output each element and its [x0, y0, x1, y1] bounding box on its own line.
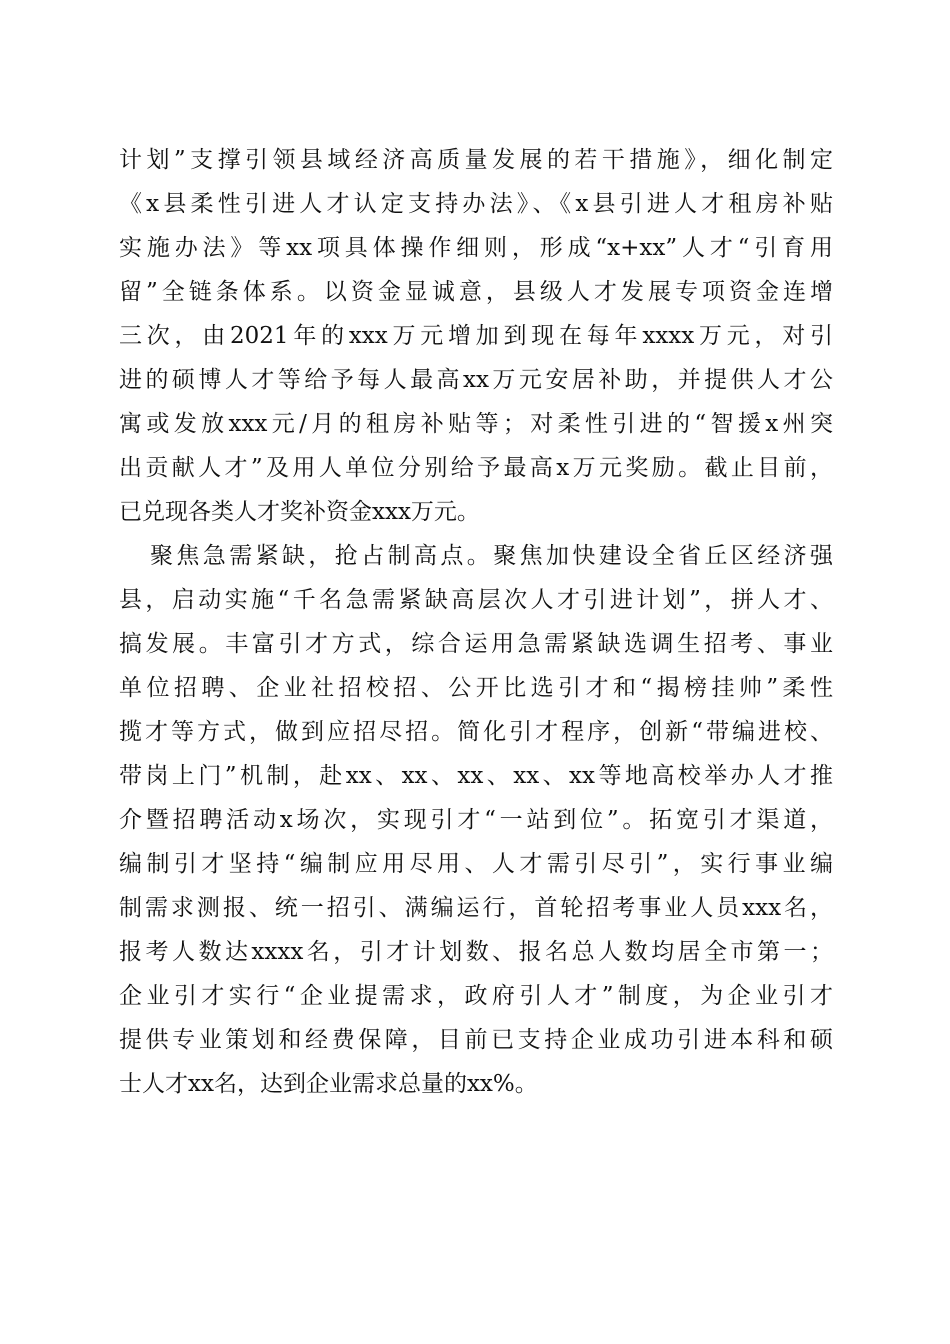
paragraph-urgent-needs — [119, 534, 833, 1106]
text-line: 县，启动实施“千名急需紧缺高层次人才引进计划”，拼人才、 — [119, 587, 833, 613]
text-line: 搞发展。丰富引才方式，综合运用急需紧缺选调生招考、事业 — [119, 631, 833, 657]
text-line: 实施办法》等xx项具体操作细则，形成“x+xx”人才“引育用 — [119, 235, 833, 261]
paragraph-talent-funding — [119, 138, 833, 534]
text-line: 士人才xx名，达到企业需求总量的xx%。 — [119, 1071, 538, 1097]
text-line: 已兑现各类人才奖补资金xxx万元。 — [119, 499, 480, 525]
text-line: 寓或发放xxx元/月的租房补贴等；对柔性引进的“智援x州突 — [119, 411, 833, 437]
text-line: 留”全链条体系。以资金显诚意，县级人才发展专项资金连增 — [119, 279, 833, 305]
text-line: 提供专业策划和经费保障，目前已支持企业成功引进本科和硕 — [119, 1027, 833, 1053]
text-line: 《x县柔性引进人才认定支持办法》、《x县引进人才租房补贴 — [119, 191, 833, 217]
text-line: 三次，由2021年的xxx万元增加到现在每年xxxx万元，对引 — [119, 323, 833, 349]
text-line: 带岗上门”机制，赴xx、xx、xx、xx、xx等地高校举办人才推 — [119, 763, 833, 789]
text-line: 编制引才坚持“编制应用尽用、人才需引尽引”，实行事业编 — [119, 851, 833, 877]
document-body — [119, 138, 833, 1106]
text-line: 聚焦急需紧缺，抢占制高点。聚焦加快建设全省丘区经济强 — [150, 543, 833, 569]
text-line: 计划”支撑引领县域经济高质量发展的若干措施》，细化制定 — [119, 147, 833, 173]
text-line: 揽才等方式，做到应招尽招。简化引才程序，创新“带编进校、 — [119, 719, 833, 745]
text-line: 报考人数达xxxx名，引才计划数、报名总人数均居全市第一； — [119, 939, 833, 965]
text-line: 制需求测报、统一招引、满编运行，首轮招考事业人员xxx名， — [119, 895, 833, 921]
text-line: 企业引才实行“企业提需求，政府引人才”制度，为企业引才 — [119, 983, 833, 1009]
text-line: 单位招聘、企业社招校招、公开比选引才和“揭榜挂帅”柔性 — [119, 675, 833, 701]
text-line: 出贡献人才”及用人单位分别给予最高x万元奖励。截止目前， — [119, 455, 833, 481]
text-line: 进的硕博人才等给予每人最高xx万元安居补助，并提供人才公 — [119, 367, 833, 393]
text-line: 介暨招聘活动x场次，实现引才“一站到位”。拓宽引才渠道， — [119, 807, 833, 833]
